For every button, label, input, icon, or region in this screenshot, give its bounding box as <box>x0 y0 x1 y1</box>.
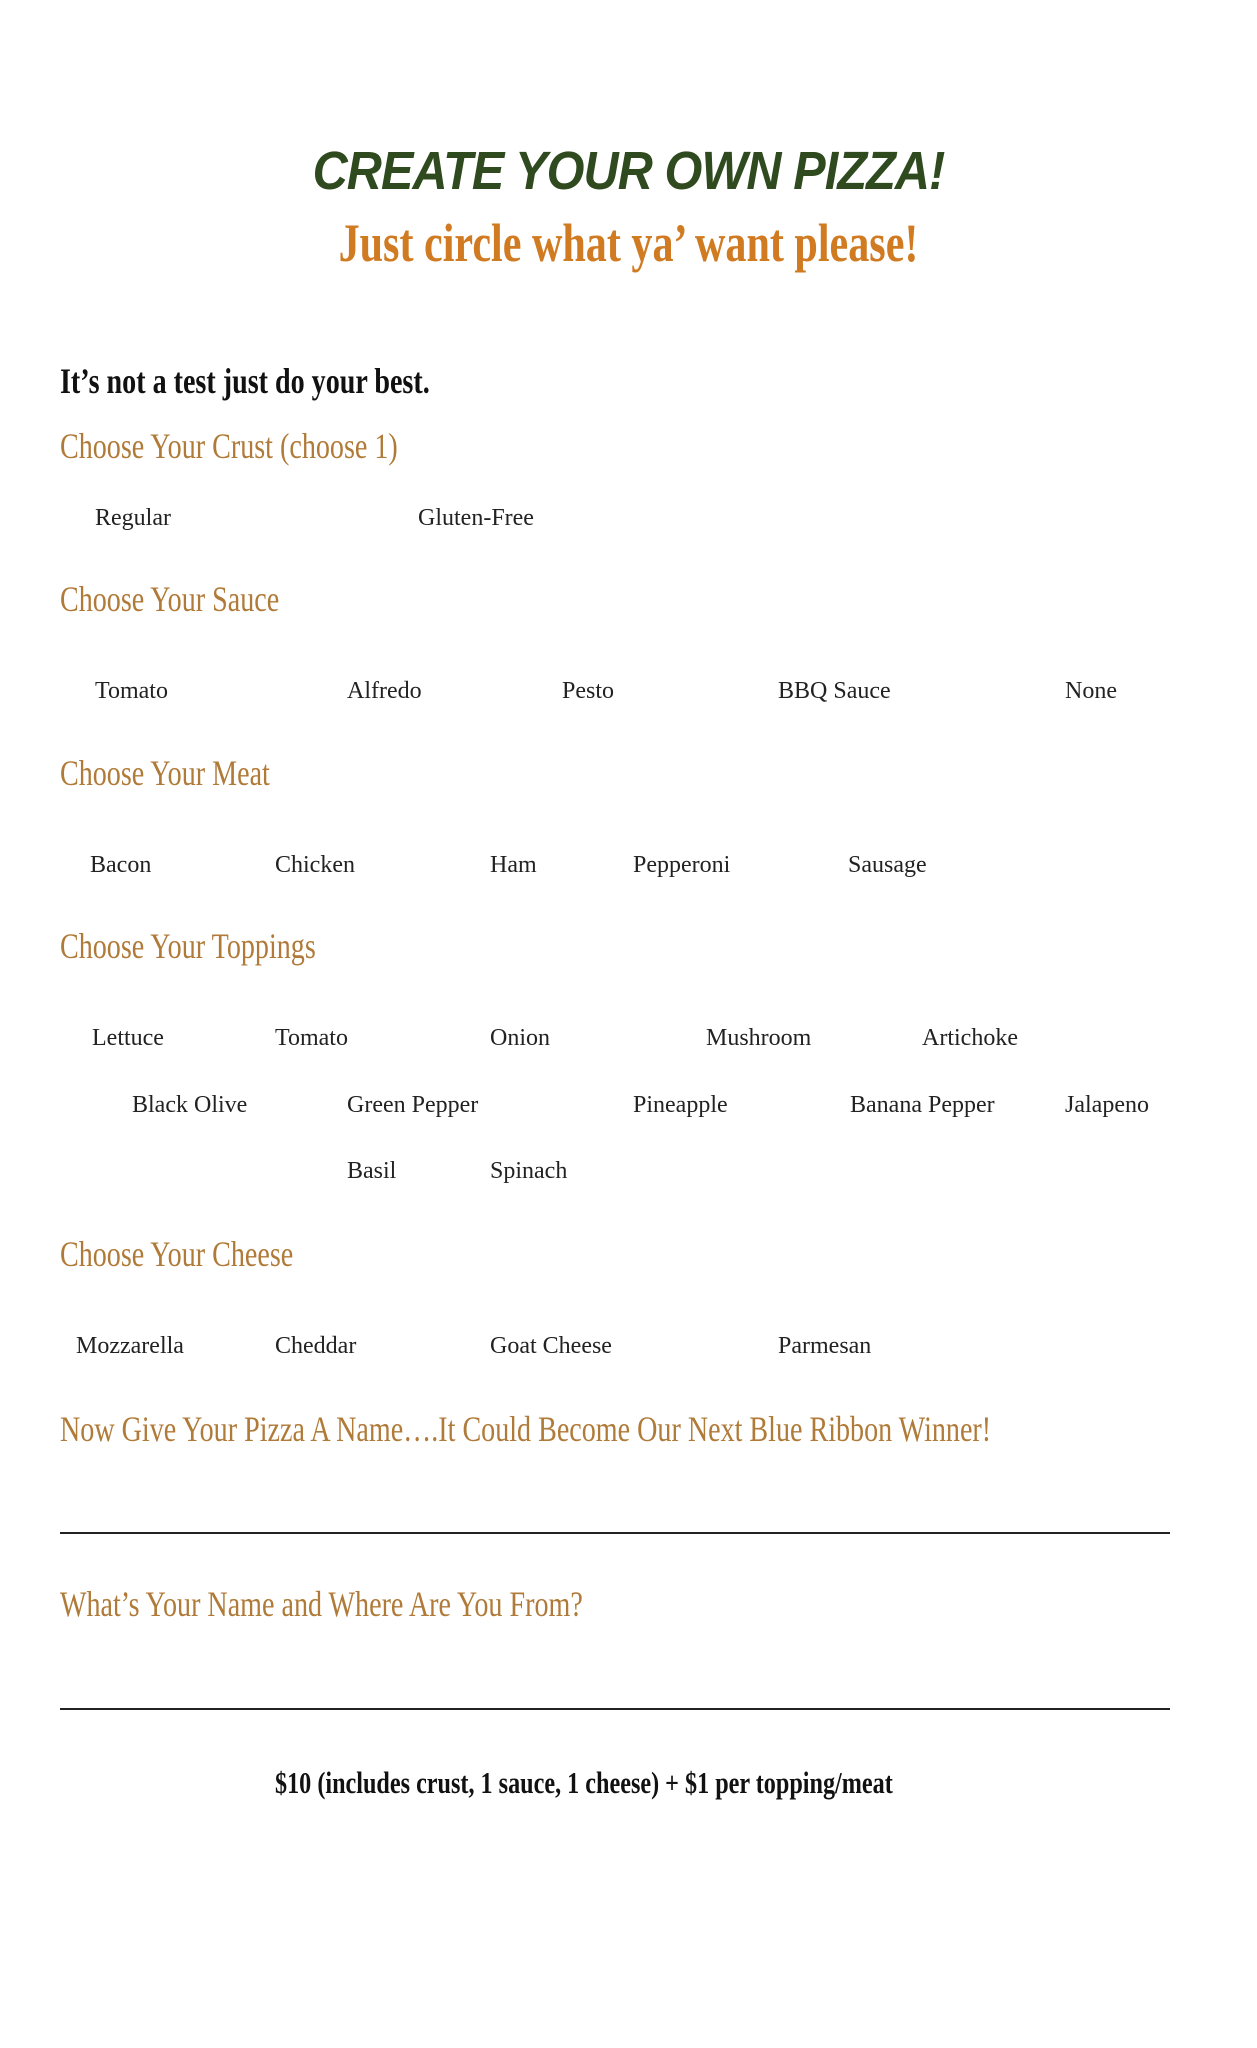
cheese-option-mozzarella[interactable]: Mozzarella <box>76 1333 184 1359</box>
pizza-name-heading: Now Give Your Pizza A Name….It Could Become Our Next Blue Ribbon Winner! <box>60 1409 992 1449</box>
customer-heading: What’s Your Name and Where Are You From? <box>60 1584 583 1624</box>
cheese-heading: Choose Your Cheese <box>60 1234 294 1274</box>
sauce-option-pesto[interactable]: Pesto <box>562 678 615 704</box>
topping-option-tomato[interactable]: Tomato <box>275 1025 348 1051</box>
cheese-option-cheddar[interactable]: Cheddar <box>275 1333 357 1359</box>
topping-option-spinach[interactable]: Spinach <box>490 1158 568 1184</box>
topping-option-banana-pepper[interactable]: Banana Pepper <box>850 1092 995 1118</box>
sauce-option-none[interactable]: None <box>1065 678 1117 704</box>
topping-option-lettuce[interactable]: Lettuce <box>92 1025 164 1051</box>
meat-heading: Choose Your Meat <box>60 753 270 793</box>
topping-option-jalapeno[interactable]: Jalapeno <box>1065 1092 1149 1118</box>
page-title: CREATE YOUR OWN PIZZA! <box>312 141 945 201</box>
meat-option-ham[interactable]: Ham <box>490 852 537 878</box>
topping-option-mushroom[interactable]: Mushroom <box>706 1025 812 1051</box>
cheese-option-parmesan[interactable]: Parmesan <box>778 1333 872 1359</box>
meat-option-chicken[interactable]: Chicken <box>275 852 355 878</box>
crust-option-gluten-free[interactable]: Gluten-Free <box>418 505 534 531</box>
sauce-option-tomato[interactable]: Tomato <box>95 678 168 704</box>
cheese-option-goat-cheese[interactable]: Goat Cheese <box>490 1333 612 1359</box>
meat-option-sausage[interactable]: Sausage <box>848 852 927 878</box>
topping-option-basil[interactable]: Basil <box>347 1158 397 1184</box>
page-subtitle: Just circle what ya’ want please! <box>338 213 919 273</box>
tagline: It’s not a test just do your best. <box>60 361 430 401</box>
topping-option-black-olive[interactable]: Black Olive <box>132 1092 248 1118</box>
topping-option-onion[interactable]: Onion <box>490 1025 550 1051</box>
sauce-option-bbq[interactable]: BBQ Sauce <box>778 678 891 704</box>
meat-option-bacon[interactable]: Bacon <box>90 852 152 878</box>
topping-option-pineapple[interactable]: Pineapple <box>633 1092 728 1118</box>
topping-option-artichoke[interactable]: Artichoke <box>922 1025 1018 1051</box>
customer-name-line[interactable] <box>60 1708 1170 1710</box>
crust-option-regular[interactable]: Regular <box>95 505 171 531</box>
sauce-heading: Choose Your Sauce <box>60 579 280 619</box>
price-note: $10 (includes crust, 1 sauce, 1 cheese) + $1 per topping/meat <box>275 1765 893 1800</box>
pizza-name-line[interactable] <box>60 1532 1170 1534</box>
toppings-heading: Choose Your Toppings <box>60 926 316 966</box>
meat-option-pepperoni[interactable]: Pepperoni <box>633 852 731 878</box>
crust-heading: Choose Your Crust (choose 1) <box>60 426 398 466</box>
sauce-option-alfredo[interactable]: Alfredo <box>347 678 422 704</box>
topping-option-green-pepper[interactable]: Green Pepper <box>347 1092 479 1118</box>
